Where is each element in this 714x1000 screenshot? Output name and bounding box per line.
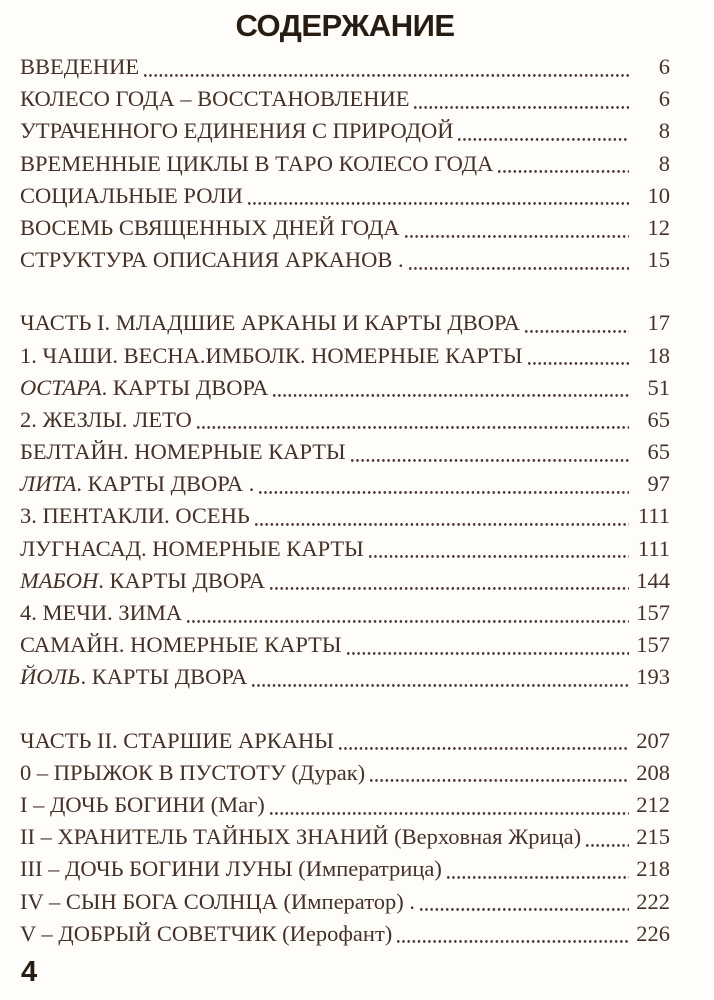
toc-entry-page-number: 6 — [658, 54, 670, 79]
toc-entry — [20, 436, 670, 468]
toc-entry-label: 0 – ПРЫЖОК В ПУСТОТУ (Дурак) — [20, 759, 366, 785]
toc-entry-page-number: 12 — [647, 214, 670, 240]
dot-leader — [414, 83, 629, 115]
toc-entry-label: ВВЕДЕНИЕ — [20, 54, 140, 79]
toc-entry-label: ВРЕМЕННЫЕ ЦИКЛЫ В ТАРО КОЛЕСО ГОДА — [20, 150, 494, 176]
dot-leader — [252, 661, 629, 693]
toc-entry-page-number: 8 — [658, 118, 670, 144]
dot-leader — [197, 404, 629, 436]
toc-entry-label: ЛУГНАСАД. НОМЕРНЫЕ КАРТЫ — [20, 535, 364, 561]
toc-entry-label: 3. ПЕНТАКЛИ. ОСЕНЬ — [20, 503, 250, 529]
dot-leader — [144, 51, 629, 83]
toc-entry — [20, 886, 670, 918]
toc-entry-page-number: 111 — [637, 535, 670, 561]
toc-entry — [20, 821, 670, 853]
dot-leader — [405, 212, 629, 244]
toc-group — [20, 725, 670, 950]
toc-entry-label: ЙОЛЬ. КАРТЫ ДВОРА — [20, 664, 248, 690]
toc-entry-label: КОЛЕСО ГОДА – ВОССТАНОВЛЕНИЕ — [20, 86, 410, 112]
toc-entry-italic-term: ЙОЛЬ — [20, 664, 81, 690]
dot-leader — [347, 629, 629, 661]
toc-entry — [20, 115, 670, 147]
toc-entry-label: ВОСЕМЬ СВЯЩЕННЫХ ДНЕЙ ГОДА — [20, 214, 400, 240]
toc-entry — [20, 468, 670, 500]
toc-entry — [20, 244, 670, 276]
toc-entry-page-number: 51 — [647, 374, 670, 400]
toc-entry-page-number: 226 — [636, 920, 670, 946]
toc-entry — [20, 212, 670, 244]
toc-entry — [20, 629, 670, 661]
toc-entry-page-number: 65 — [647, 406, 670, 432]
toc-entry-italic-term: ОСТАРА — [20, 374, 102, 400]
dot-leader — [339, 725, 629, 757]
dot-leader — [370, 757, 629, 789]
dot-leader — [528, 340, 629, 372]
dot-leader — [498, 148, 629, 180]
toc-entry — [20, 180, 670, 212]
toc-entry — [20, 918, 670, 950]
toc-entry-label: СТРУКТУРА ОПИСАНИЯ АРКАНОВ . — [20, 247, 404, 273]
toc-entry-page-number: 208 — [636, 759, 670, 785]
toc-entry-label: 4. МЕЧИ. ЗИМА — [20, 600, 183, 625]
toc-entry-page-number: 215 — [636, 824, 670, 850]
toc-entry-label: УТРАЧЕННОГО ЕДИНЕНИЯ С ПРИРОДОЙ — [20, 118, 454, 144]
toc-entry-label: 1. ЧАШИ. ВЕСНА.ИМБОЛК. НОМЕРНЫЕ КАРТЫ — [20, 342, 523, 368]
toc-entry-label: 2. ЖЕЗЛЫ. ЛЕТО — [20, 406, 192, 432]
toc-entry — [20, 533, 670, 565]
toc-entry-page-number: 97 — [647, 471, 670, 497]
dot-leader — [409, 244, 629, 276]
toc-entry-label: СОЦИАЛЬНЫЕ РОЛИ — [20, 182, 243, 208]
toc-entry-label: БЕЛТАЙН. НОМЕРНЫЕ КАРТЫ — [20, 439, 346, 465]
toc-group — [20, 51, 670, 276]
toc-entry — [20, 372, 670, 404]
toc-entry-page-number: 15 — [647, 247, 670, 273]
dot-leader — [397, 918, 629, 950]
dot-leader — [273, 372, 629, 404]
toc-group — [20, 307, 670, 693]
toc-entry — [20, 661, 670, 693]
toc-entry — [20, 757, 670, 789]
toc-entry-page-number: 17 — [647, 310, 670, 336]
page-number: 4 — [21, 956, 38, 988]
toc-entry-page-number: 207 — [636, 727, 670, 753]
toc-entry — [20, 500, 670, 532]
toc-entry-page-number: 6 — [658, 86, 670, 112]
toc-entry — [20, 789, 670, 821]
dot-leader — [458, 115, 629, 147]
toc-entry-page-number: 10 — [647, 182, 670, 208]
toc-entry — [20, 148, 670, 180]
dot-leader — [447, 853, 629, 885]
dot-leader — [248, 180, 629, 212]
toc-entry-label: V – ДОБРЫЙ СОВЕТЧИК (Иерофант) — [20, 920, 393, 946]
page-title: СОДЕРЖАНИЕ — [235, 8, 455, 43]
toc-entry-page-number: 144 — [636, 567, 670, 593]
toc-entry — [20, 404, 670, 436]
toc-list — [20, 51, 670, 950]
toc-entry-page-number: 65 — [647, 439, 670, 465]
toc-entry-page-number: 18 — [647, 342, 670, 368]
dot-leader — [351, 436, 629, 468]
toc-entry — [20, 597, 670, 629]
toc-entry-label: МАБОН. КАРТЫ ДВОРА — [20, 567, 266, 593]
toc-entry-label: ОСТАРА. КАРТЫ ДВОРА — [20, 374, 269, 400]
toc-entry-page-number: 193 — [636, 664, 670, 690]
toc-entry-label: ЛИТА. КАРТЫ ДВОРА . — [20, 471, 255, 497]
toc-entry — [20, 853, 670, 885]
toc-entry-page-number: 222 — [636, 888, 670, 914]
toc-entry — [20, 51, 670, 83]
toc-entry-page-number: 157 — [636, 632, 670, 658]
toc-entry-label: ЧАСТЬ II. СТАРШИЕ АРКАНЫ — [20, 727, 334, 753]
dot-leader — [255, 500, 629, 532]
toc-entry-label: IV – СЫН БОГА СОЛНЦА (Император) . — [20, 888, 415, 914]
toc-entry-label: III – ДОЧЬ БОГИНИ ЛУНЫ (Императрица) — [20, 856, 442, 882]
dot-leader — [525, 307, 629, 339]
toc-entry-label: САМАЙН. НОМЕРНЫЕ КАРТЫ — [20, 632, 342, 658]
dot-leader — [270, 789, 629, 821]
toc-entry — [20, 565, 670, 597]
dot-leader — [259, 468, 629, 500]
toc-entry-page-number: 111 — [637, 503, 670, 529]
toc-entry — [20, 725, 670, 757]
dot-leader — [586, 821, 629, 853]
dot-leader — [270, 565, 629, 597]
toc-entry-italic-term: ЛИТА — [20, 471, 77, 497]
toc-entry-page-number: 157 — [636, 600, 670, 625]
toc-entry-page-number: 8 — [658, 150, 670, 176]
toc-entry-label: ЧАСТЬ I. МЛАДШИЕ АРКАНЫ И КАРТЫ ДВОРА — [20, 310, 520, 336]
toc-entry-italic-term: МАБОН — [20, 567, 99, 593]
toc-entry-label: II – ХРАНИТЕЛЬ ТАЙНЫХ ЗНАНИЙ (Верховная Жрица) — [20, 824, 582, 850]
toc-entry — [20, 83, 670, 115]
toc-entry — [20, 307, 670, 339]
toc-entry-page-number: 218 — [636, 856, 670, 882]
toc-entry-page-number: 212 — [636, 791, 670, 817]
toc-entry-label: I – ДОЧЬ БОГИНИ (Маг) — [20, 791, 265, 817]
dot-leader — [420, 886, 629, 918]
toc-entry — [20, 340, 670, 372]
dot-leader — [369, 533, 629, 565]
dot-leader — [187, 597, 629, 629]
